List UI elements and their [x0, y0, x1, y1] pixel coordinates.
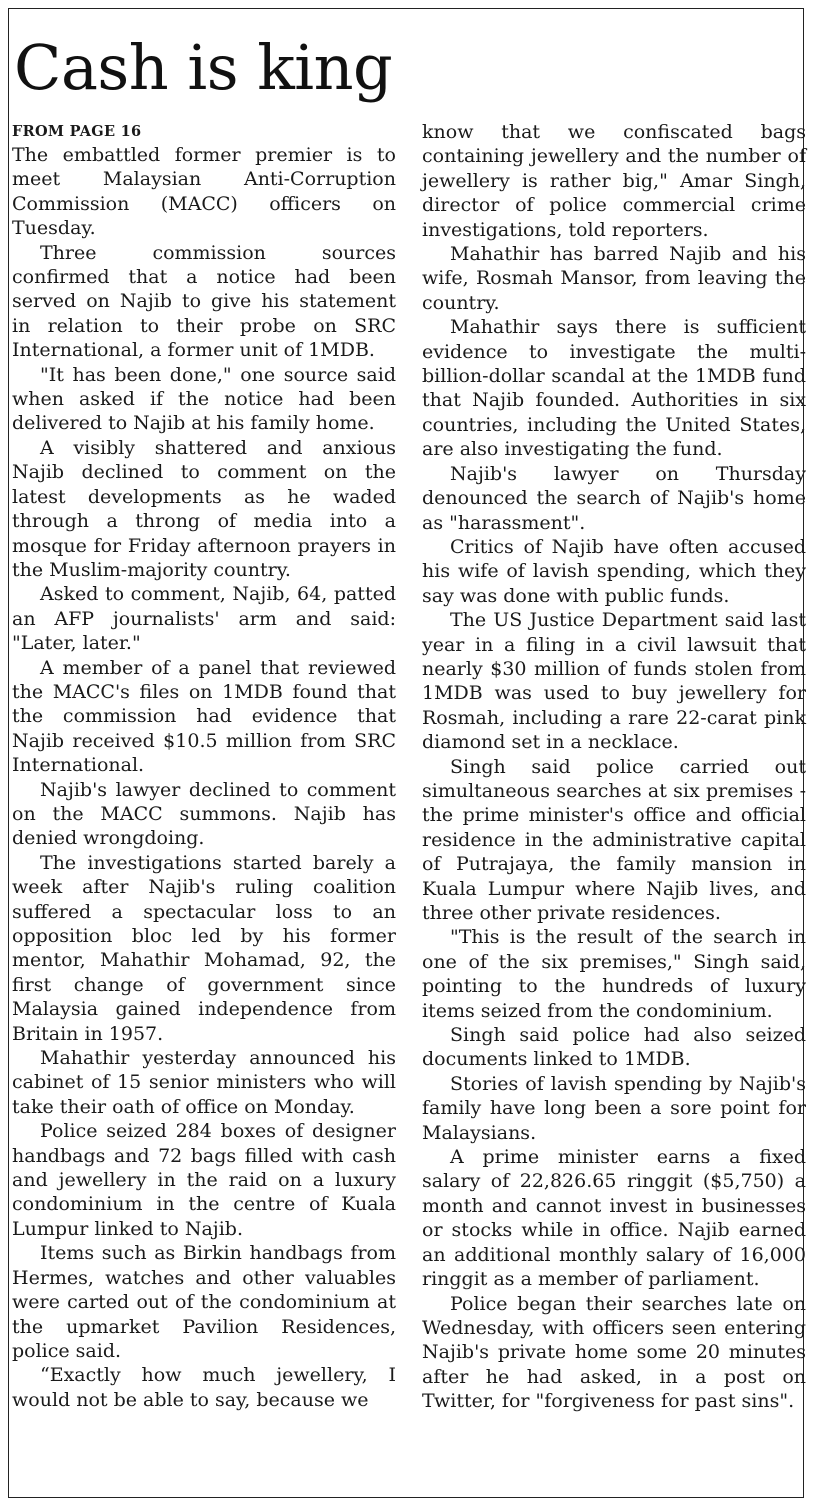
paragraph: Police began their searches late on Wednesday, with officers seen entering Najib's private home some 20 minutes after he had asked, in a post on Twitter, for "forgiveness for past sins".: [422, 1292, 806, 1413]
paragraph: The embattled former premier is to meet Malaysian Anti-Corruption Commission (MACC) officers on Tuesday.: [12, 144, 396, 240]
paragraph: "This is the result of the search in one of the six premises," Singh said, pointing to the hundreds of luxury items seized from the condominium.: [422, 926, 806, 1022]
paragraph: Critics of Najib have often accused his wife of lavish spending, which they say was done with public funds.: [422, 535, 806, 607]
headline: Cash is king: [14, 31, 393, 104]
paragraph: Mahathir has barred Najib and his wife, Rosmah Mansor, from leaving the country.: [422, 243, 806, 314]
paragraph: “Exactly how much jewellery, I would not be able to say, because we: [12, 1364, 396, 1411]
paragraph: Three commission sources confirmed that a notice had been served on Najib to give his statement in relation to their probe on SRC International, a former unit of 1MDB.: [12, 241, 396, 362]
paragraph: Najib's lawyer on Thursday denounced the search of Najib's home as "harassment".: [422, 462, 806, 534]
paragraph: Items such as Birkin handbags from Hermes, watches and other valuables were carted out of the condominium at the upmarket Pavilion Residences, police said.: [12, 1242, 396, 1362]
paragraph: Mahathir yesterday announced his cabinet of 15 senior ministers who will take their oath of office on Monday.: [12, 1047, 396, 1118]
paragraph: A prime minister earns a fixed salary of 22,826.65 ringgit ($5,750) a month and cannot invest in businesses or stocks while in office. Najib earned an additional monthly salary of 16,000 ringgit as a member of parliament.: [422, 1146, 806, 1291]
paragraph: Najib's lawyer declined to comment on the MACC summons. Najib has denied wrongdoing.: [12, 778, 396, 850]
kicker: FROM PAGE 16: [12, 123, 142, 140]
article-column-left: [12, 121, 396, 1412]
paragraph: A member of a panel that reviewed the MACC's files on 1MDB found that the commission had evidence that Najib received $10.5 million from SRC International.: [12, 656, 396, 777]
article-column-right: [422, 120, 806, 1414]
paragraph: "It has been done," one source said when asked if the notice had been delivered to Najib at his family home.: [12, 363, 396, 435]
paragraph: Stories of lavish spending by Najib's family have long been a sore point for Malaysians.: [422, 1072, 806, 1144]
paragraph: know that we confiscated bags containing jewellery and the number of jewellery is rather big," Amar Singh, director of police commercial crime investigations, told reporters.: [422, 121, 806, 241]
paragraph: The US Justice Department said last year in a filing in a civil lawsuit that nearly $30 million of funds stolen from 1MDB was used to buy jewellery for Rosmah, including a rare 22-carat pink diamond set in a necklace.: [422, 609, 806, 754]
paragraph: Singh said police carried out simultaneous searches at six premises - the prime minister's office and official residence in the administrative capital of Putrajaya, the family mansion in Kuala Lumpur where Najib lives, and three other private residences.: [422, 755, 806, 924]
paragraph: Police seized 284 boxes of designer handbags and 72 bags filled with cash and jewellery in the raid on a luxury condominium in the centre of Kuala Lumpur linked to Najib.: [12, 1120, 396, 1240]
paragraph: Singh said police had also seized documents linked to 1MDB.: [422, 1024, 806, 1071]
paragraph: A visibly shattered and anxious Najib declined to comment on the latest developments as he waded through a throng of media into a mosque for Friday afternoon prayers in the Muslim-majority country.: [12, 436, 396, 581]
paragraph: Asked to comment, Najib, 64, patted an AFP journalists' arm and said: "Later, later.": [12, 583, 396, 655]
paragraph: The investigations started barely a week after Najib's ruling coalition suffered a spectacular loss to an opposition bloc led by his former mentor, Mahathir Mohamad, 92, the first change of government since Malaysia gained independence from Britain in 1957.: [12, 851, 396, 1045]
paragraph: Mahathir says there is sufficient evidence to investigate the multi-billion-dollar scandal at the 1MDB fund that Najib founded. Authorities in six countries, including the United States, are also investigating the fund.: [422, 316, 806, 461]
